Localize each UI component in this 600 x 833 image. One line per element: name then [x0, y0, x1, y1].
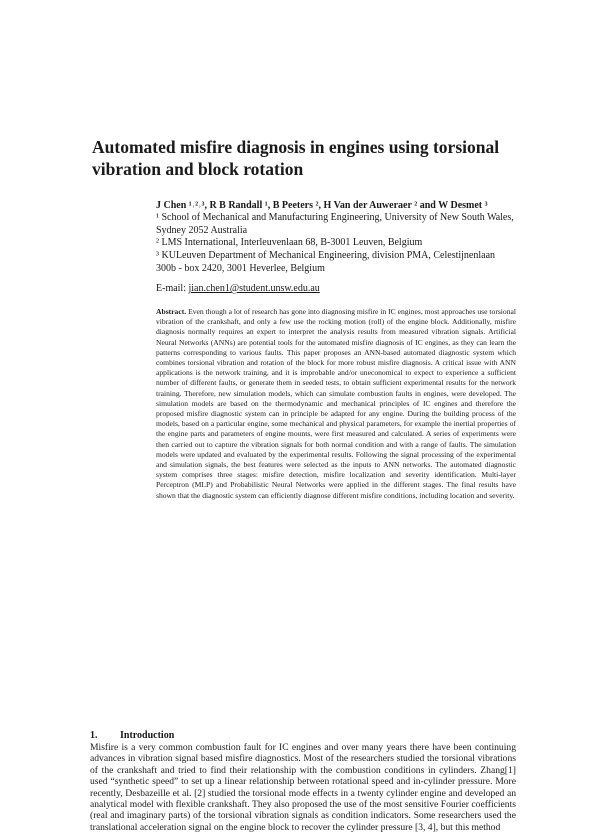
email-line	[156, 283, 320, 294]
introduction-text: Misfire is a very common combustion fault for IC engines and over many years there have been continuing advances in vibration signal based misfire diagnostics. Most of the researchers studied the torsional vibrations of the crankshaft and tried to find their relationship with the combustion conditions in cylinders. Zhang[1] used “synthetic speed” to set up a linear relationship between rotational speed and in-cylinder pressure. More recently, Desbazeille et al. [2] studied the torsional mode effects in a twenty cylinder engine and developed an analytical model with flexible crankshaft. They also proposed the use of the most sensitive Fourier coefficients (real and imaginary parts) of the torsional vibration signals as condition indicators. Some researchers used the translational acceleration signal on the engine block to recover the cylinder pressure [3, 4], but this method	[90, 742, 516, 833]
abstract-text: Even though a lot of research has gone into diagnosing misfire in IC engines, most approaches use torsional vibration of the crankshaft, and only a few use the rocking motion (roll) of the engine block. Additionally, misfire diagnosis normally requires an expert to interpret the analysis results from measured vibration signals. Artificial Neural Networks (ANNs) are potential tools for the automated misfire diagnosis of IC engines, as they can learn the patterns corresponding to various faults. This paper proposes an ANN-based automated diagnostic system which combines torsional vibration and rotation of the block for more robust misfire diagnosis. A critical issue with ANN applications is the network training, and it is improbable and/or uneconomical to expect to experience a sufficient number of different faults, or generate them in seeded tests, to obtain sufficient experimental results for the network training. Therefore, new simulation models, which can simulate combustion faults in engines, were developed. The simulation models are based on the thermodynamic and mechanical principles of IC engines and therefore the proposed misfire diagnostic system can in principle be adapted for any engine. During the building process of the models, based on a particular engine, some mechanical and physical parameters, for example the inertial properties of the engine parts and parameters of engine mounts, were first measured and calculated. A series of experiments were then carried out to capture the vibration signals for both normal condition and with a range of faults. The simulation models were updated and evaluated by the experimental results. Following the signal processing of the experimental and simulation signals, the best features were selected as the inputs to ANN networks. The automated diagnostic system comprises three stages: misfire detection, misfire localization and severity identification. Multi-layer Perceptron (MLP) and Probabilistic Neural Networks were applied in the different stages. The final results have shown that the diagnostic system can efficiently diagnose different misfire conditions, including location and severity.	[156, 307, 516, 500]
paper-title: Automated misfire diagnosis in engines using torsional vibration and block rotation	[92, 137, 500, 179]
author-list: J Chen ¹˒²˒³, R B Randall ¹, B Peeters ², H Van der Auweraer ² and W Desmet ³	[156, 200, 488, 211]
abstract-label: Abstract.	[156, 307, 187, 316]
section-number: 1.	[90, 730, 98, 741]
email-label: E-mail:	[156, 283, 186, 294]
section-heading	[90, 730, 174, 741]
abstract	[156, 307, 516, 501]
affiliation-1: ¹ School of Mechanical and Manufacturing Engineering, University of New South Wales, Sydney 2052 Australia	[156, 212, 514, 236]
section-title: Introduction	[120, 730, 175, 741]
affiliation-2: ² LMS International, Interleuvenlaan 68, B-3001 Leuven, Belgium	[156, 237, 423, 248]
affiliation-3: ³ KULeuven Department of Mechanical Engineering, division PMA, Celestijnenlaan 300b - box 2420, 3001 Heverlee, Belgium	[156, 250, 496, 274]
email-link[interactable]: jian.chen1@student.unsw.edu.au	[188, 283, 320, 294]
